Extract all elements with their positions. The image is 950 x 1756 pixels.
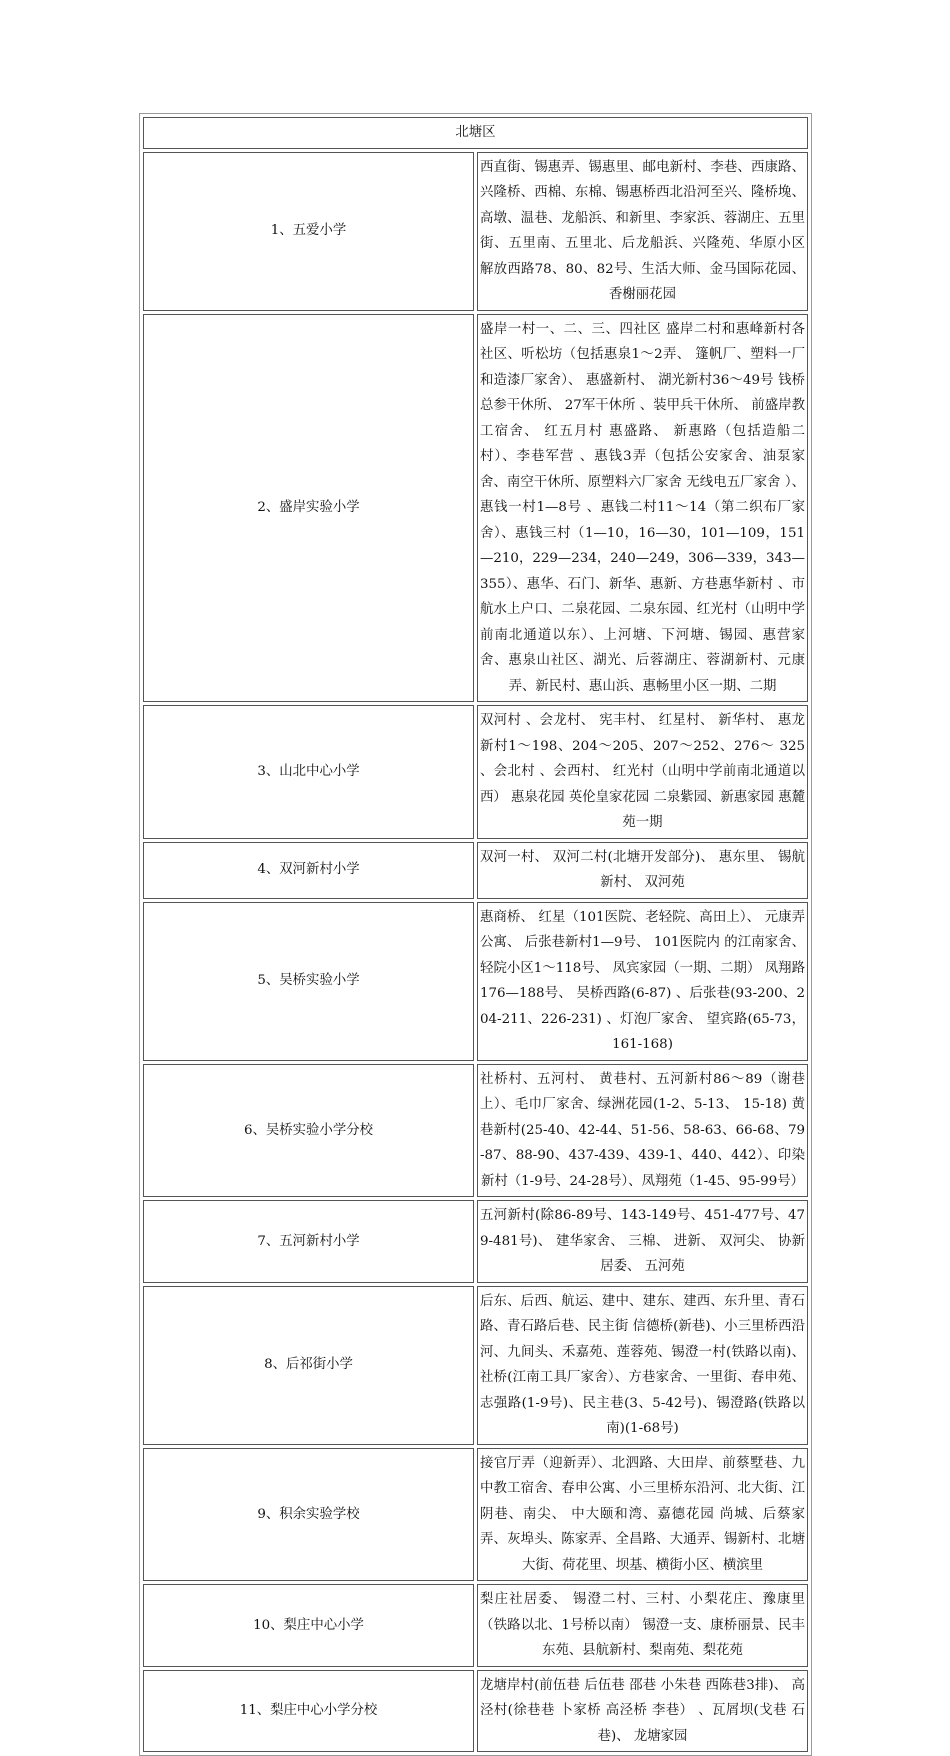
enrollment-area: 后东、后西、航运、建中、建东、建西、东升里、青石路、青石路后巷、民主街 信德桥(新巷)、小三里桥西沿河、九间头、禾嘉苑、莲蓉苑、锡澄一村(铁路以南)、社桥(江南工具厂家舍）、方巷家舍、一里街、春申苑、志强路(1-9号)、民主巷(3、5-42号)、锡澄路(铁路以南)(1-68号) [477, 1286, 808, 1445]
enrollment-area: 五河新村(除86-89号、143-149号、451-477号、479-481号)、 建华家舍、 三棉、 进新、 双河尖、 协新居委、 五河苑 [477, 1200, 808, 1283]
school-name: 9、积余实验学校 [143, 1448, 474, 1582]
document-page [139, 113, 812, 1756]
school-name: 10、梨庄中心小学 [143, 1584, 474, 1667]
enrollment-area: 社桥村、五河村、 黄巷村、五河新村86～89（谢巷上）、毛巾厂家舍、绿洲花园(1-2、5-13、 15-18) 黄巷新村(25-40、42-44、51-56、58-63、66-68、79-87、88-90、437-439、439-1、440、442）、印染新村（1-9号、24-28号）、凤翔苑（1-45、95-99号） [477, 1064, 808, 1198]
table-row [143, 1286, 808, 1445]
table-row [143, 1064, 808, 1198]
table-row [143, 314, 808, 703]
table-header-row [143, 117, 808, 149]
school-name: 8、后祁街小学 [143, 1286, 474, 1445]
table-row [143, 1670, 808, 1753]
enrollment-area: 龙塘岸村(前伍巷 后伍巷 邵巷 小朱巷 西陈巷3排)、 高泾村(徐巷巷 卜家桥 高泾桥 李巷） 、瓦屑坝(戈巷 石巷)、 龙塘家园 [477, 1670, 808, 1753]
enrollment-area: 双河一村、 双河二村(北塘开发部分)、 惠东里、 锡航新村、 双河苑 [477, 842, 808, 899]
school-name: 6、吴桥实验小学分校 [143, 1064, 474, 1198]
enrollment-area: 梨庄社居委、 锡澄二村、三村、小梨花庄、豫康里（铁路以北、1号桥以南） 锡澄一支、康桥丽景、民丰东苑、县航新村、梨南苑、梨花苑 [477, 1584, 808, 1667]
school-name: 3、山北中心小学 [143, 705, 474, 839]
school-name: 2、盛岸实验小学 [143, 314, 474, 703]
district-title: 北塘区 [143, 117, 808, 149]
school-name: 4、双河新村小学 [143, 842, 474, 899]
table-row [143, 842, 808, 899]
school-name: 1、五爱小学 [143, 152, 474, 311]
table-row [143, 705, 808, 839]
enrollment-area: 双河村 、会龙村、 宪丰村、 红星村、 新华村、 惠龙新村1～198、204～205、207～252、276～ 325 、会北村 、会西村、 红光村（山明中学前南北通道以西） 惠泉花园 英伦皇家花园 二泉紫园、新惠家园 惠麓苑一期 [477, 705, 808, 839]
table-row [143, 1200, 808, 1283]
enrollment-area: 惠商桥、 红星（101医院、老轻院、高田上）、 元康弄公寓、 后张巷新村1—9号、 101医院内 的江南家舍、 轻院小区1～118号、 凤宾家园（一期、二期） 凤翔路176—188号、 吴桥西路(6-87) 、后张巷(93-200、204-211、226-231) 、灯泡厂家舍、 望宾路(65-73，161-168) [477, 902, 808, 1061]
school-district-table [139, 113, 812, 1756]
enrollment-area: 接官厅弄（迎新弄）、北泗路、大田岸、前蔡墅巷、九中教工宿舍、春申公寓、小三里桥东沿河、北大街、江阴巷、南尖、 中大颐和湾、嘉德花园 尚城、后蔡家弄、灰埠头、陈家弄、全昌路、大通弄、锡新村、北塘大街、荷花里、坝基、横街小区、横滨里 [477, 1448, 808, 1582]
table-row [143, 1584, 808, 1667]
school-name: 5、吴桥实验小学 [143, 902, 474, 1061]
table-row [143, 1448, 808, 1582]
school-name: 11、梨庄中心小学分校 [143, 1670, 474, 1753]
school-name: 7、五河新村小学 [143, 1200, 474, 1283]
enrollment-area: 盛岸一村一、二、三、四社区 盛岸二村和惠峰新村各社区、听松坊（包括惠泉1～2弄、 篷帆厂、塑料一厂和造漆厂家舍）、 惠盛新村、 湖光新村36～49号 钱桥总参干休所、 27军干休所 、装甲兵干休所、 前盛岸教工宿舍、 红五月村 惠盛路、 新惠路（包括造船二村）、李巷军营 、惠钱3弄（包括公安家舍、油泵家舍、南空干休所、原塑料六厂家舍 无线电五厂家舍 ）、惠钱一村1—8号 、惠钱二村11～14（第二织布厂家舍）、惠钱三村（1—10，16—30，101—109，151—210，229—234，240—249，306—339，343—355）、惠华、石门、新华、惠新、方巷惠华新村 、市航水上户口、二泉花园、二泉东园、红光村（山明中学前南北通道以东）、上河塘、下河塘、锡园、惠营家舍、惠泉山社区、湖光、后蓉湖庄、蓉湖新村、元康弄、新民村、惠山浜、惠畅里小区一期、二期 [477, 314, 808, 703]
table-row [143, 902, 808, 1061]
enrollment-area: 西直街、锡惠弄、锡惠里、邮电新村、李巷、西康路、兴隆桥、西棉、东棉、锡惠桥西北沿河至兴、隆桥堍、高墩、温巷、龙船浜、和新里、李家浜、蓉湖庄、五里街、五里南、五里北、后龙船浜、兴隆苑、华原小区 解放西路78、80、82号、生活大师、金马国际花园、香榭丽花园 [477, 152, 808, 311]
table-row [143, 152, 808, 311]
